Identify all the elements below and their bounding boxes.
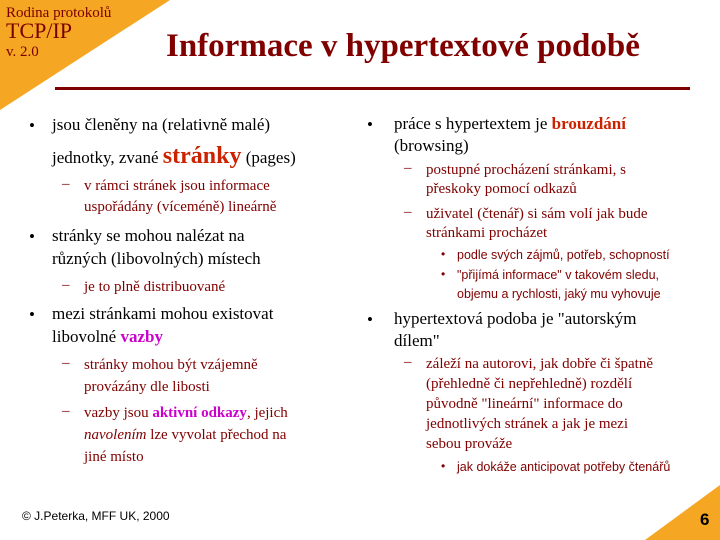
right-b2-sub1-line4: jednotlivých stránek a jak je mezi — [426, 416, 629, 432]
bullet-l1: • — [29, 305, 35, 324]
bullet-l2: – — [62, 355, 70, 371]
left-b3-sub2-line3: jiné místo — [84, 449, 144, 465]
right-b2-sub1-line3: původně "lineární" informace do — [426, 396, 623, 412]
bullet-l2: – — [404, 160, 412, 176]
right-b1-line1a: práce s hypertextem je — [394, 114, 548, 133]
bullet-l1: • — [367, 310, 373, 329]
right-b1-sub2-sub2-line1: "přijímá informace" v takovém sledu, — [457, 268, 660, 282]
bullet-l1: • — [367, 115, 373, 134]
right-b2-line1: hypertextová podoba je "autorským — [394, 309, 637, 328]
right-b1-sub2-sub1: podle svých zájmů, potřeb, schopností — [457, 248, 670, 262]
right-b2-line2: dílem" — [394, 331, 440, 350]
bullet-l2: – — [404, 204, 412, 220]
left-b2-line1: stránky se mohou nalézat na — [52, 226, 245, 245]
term-browsing: brouzdání — [551, 114, 626, 133]
right-b1-sub2-line1: uživatel (čtenář) si sám volí jak bude — [426, 206, 648, 222]
page-number: 6 — [700, 510, 710, 529]
bullet-l3: • — [441, 247, 446, 261]
term-active-links: aktivní odkazy — [152, 405, 247, 421]
bullet-l1: • — [29, 116, 35, 135]
left-b3-sub2-line1 — [84, 403, 288, 423]
term-links: vazby — [120, 327, 163, 346]
right-b2-sub1-sub1: jak dokáže anticipovat potřeby čtenářů — [457, 460, 671, 474]
footer-copyright: © J.Peterka, MFF UK, 2000 — [22, 509, 170, 523]
right-b2-sub1-line5: sebou prováže — [426, 436, 513, 452]
term-pages: stránky — [162, 143, 242, 169]
left-b3-line2 — [52, 326, 163, 348]
right-b1-line1 — [394, 113, 626, 135]
left-b3-sub2-line2b: lze vyvolat přechod na — [150, 427, 287, 443]
right-b1-line2: (browsing) — [394, 136, 469, 155]
bullet-l2: – — [62, 277, 70, 293]
right-b1-sub1-line2: přeskoky pomocí odkazů — [426, 181, 577, 197]
bullet-l2: – — [62, 403, 70, 419]
course-name: Rodina protokolů — [6, 5, 112, 21]
left-b3-sub1-line2: provázány dle libosti — [84, 379, 210, 395]
left-b1-sub1-line2: uspořádány (víceméně) lineárně — [84, 199, 277, 215]
left-b3-sub2-line1a: vazby jsou — [84, 405, 149, 421]
left-b3-sub1-line1: stránky mohou být vzájemně — [84, 357, 258, 373]
left-b2-sub1: je to plně distribuované — [84, 279, 226, 295]
left-b3-sub2-line2a: navolením — [84, 427, 147, 443]
left-b3-sub2-line1b: , jejich — [246, 405, 288, 421]
right-b1-sub2-sub2-line2: objemu a rychlosti, jaký mu vyhovuje — [457, 287, 661, 301]
left-b1-line1: jsou členěny na (relativně malé) — [52, 115, 271, 134]
title-divider — [55, 87, 690, 90]
left-b3-sub2-line2 — [84, 425, 286, 445]
left-b1-line2b: (pages) — [245, 148, 296, 167]
right-b2-sub1-line1: záleží na autorovi, jak dobře či špatně — [426, 356, 653, 372]
right-b1-sub1-line1: postupné procházení stránkami, s — [426, 162, 626, 178]
left-b1-line2 — [52, 142, 296, 172]
bullet-l1: • — [29, 227, 35, 246]
left-b3-line1: mezi stránkami mohou existovat — [52, 304, 274, 323]
left-b1-sub1-line1: v rámci stránek jsou informace — [84, 178, 270, 194]
bullet-l3: • — [441, 267, 446, 281]
bullet-l2: – — [62, 176, 70, 192]
left-b2-line2: různých (libovolných) místech — [52, 249, 261, 268]
bullet-l2: – — [404, 354, 412, 370]
course-version: v. 2.0 — [6, 44, 39, 60]
right-b1-sub2-line2: stránkami procházet — [426, 225, 548, 241]
left-b3-line2a: libovolné — [52, 327, 117, 346]
slide-title: Informace v hypertextové podobě — [166, 28, 640, 64]
course-title: TCP/IP — [6, 18, 73, 43]
left-b1-line2a: jednotky, zvané — [52, 148, 159, 167]
right-b2-sub1-line2: (přehledně či nepřehledně) rozdělí — [426, 376, 633, 392]
bullet-l3: • — [441, 459, 446, 473]
